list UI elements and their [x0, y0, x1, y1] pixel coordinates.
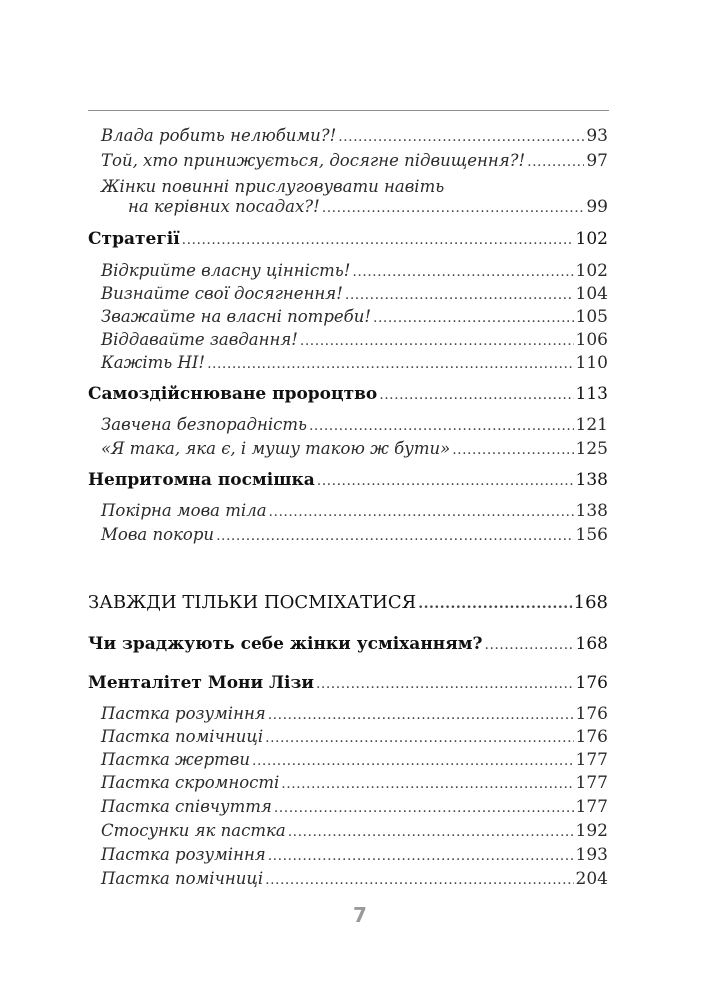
- toc-entry: [0, 869, 720, 895]
- leader-dots: [352, 264, 573, 280]
- toc-part: [0, 592, 720, 618]
- toc-section: [0, 673, 720, 699]
- toc-entry-title: Стосунки як пастка: [101, 821, 286, 840]
- toc-section: [0, 634, 720, 660]
- toc-section-page: 102: [575, 229, 608, 249]
- leader-dots: [300, 333, 574, 349]
- toc-entry: [0, 439, 720, 465]
- toc-entry-page: 99: [586, 197, 608, 217]
- leader-dots: [216, 528, 573, 544]
- leader-dots: [281, 776, 573, 792]
- leader-dots: [265, 872, 573, 888]
- toc-entry: [0, 845, 720, 871]
- toc-entry: [0, 126, 720, 152]
- header-rule: [88, 110, 609, 111]
- toc-entry-title-line2: на керівних посадах?!: [128, 197, 320, 216]
- leader-dots: [269, 504, 574, 520]
- toc-entry-title: «Я така, яка є, і мушу такою ж бути»: [101, 439, 451, 458]
- toc-part-title: ЗАВЖДИ ТІЛЬКИ ПОСМІХАТИСЯ: [88, 592, 417, 613]
- toc-entry-title: Зважайте на власні потреби!: [101, 307, 371, 326]
- toc-entry-page: 176: [575, 727, 608, 747]
- toc-entry-page: 177: [575, 750, 608, 770]
- toc-part-page: 168: [573, 592, 608, 613]
- toc-entry-page: 121: [575, 415, 608, 435]
- toc-section-page: 113: [575, 384, 608, 404]
- toc-entry-page: 125: [575, 439, 608, 459]
- leader-dots: [207, 356, 573, 372]
- toc-entry-title: Пастка співчуття: [101, 797, 272, 816]
- leader-dots: [288, 824, 574, 840]
- toc-entry-title: Пастка жертви: [101, 750, 251, 769]
- leader-dots: [309, 418, 574, 434]
- toc-entry-title: Пастка помічниці: [101, 727, 264, 746]
- leader-dots: [345, 287, 574, 303]
- leader-dots: [418, 596, 571, 612]
- toc-entry: [0, 501, 720, 527]
- toc-entry-title: Пастка розуміння: [101, 845, 266, 864]
- toc-section-title: Стратегії: [88, 229, 180, 249]
- leader-dots: [452, 442, 573, 458]
- toc-entry-page: 105: [575, 307, 608, 327]
- toc-entry-page: 110: [575, 353, 608, 373]
- toc-entry-page: 106: [575, 330, 608, 350]
- toc-entry-title: Відкрийте власну цінність!: [101, 261, 351, 280]
- toc-entry: [0, 525, 720, 551]
- toc-entry: [0, 151, 720, 177]
- leader-dots: [373, 310, 574, 326]
- toc-entry: [0, 415, 720, 441]
- toc-section-page: 168: [575, 634, 608, 654]
- toc-entry-page: 204: [575, 869, 608, 889]
- leader-dots: [322, 200, 585, 216]
- leader-dots: [268, 848, 574, 864]
- toc-section-title: Чи зраджують себе жінки усміханням?: [88, 634, 483, 654]
- toc-entry-title: Покірна мова тіла: [101, 501, 267, 520]
- toc-entry-page: 176: [575, 704, 608, 724]
- toc-entry-page: 177: [575, 797, 608, 817]
- toc-entry-page: 138: [575, 501, 608, 521]
- toc-section: [0, 229, 720, 255]
- toc-entry: [0, 353, 720, 379]
- leader-dots: [274, 800, 574, 816]
- toc-entry-page: 102: [575, 261, 608, 281]
- leader-dots: [485, 637, 574, 653]
- leader-dots: [252, 753, 574, 769]
- toc-entry-title: Мова покори: [101, 525, 215, 544]
- toc-entry-title-line1: Жінки повинні прислуговувати навіть: [101, 177, 445, 196]
- toc-entry-title: Пастка розуміння: [101, 704, 266, 723]
- toc-section-title: Непритомна посмішка: [88, 470, 315, 490]
- toc-entry: [0, 821, 720, 847]
- leader-dots: [182, 232, 574, 248]
- toc-entry-title: Віддавайте завдання!: [101, 330, 298, 349]
- leader-dots: [379, 387, 573, 403]
- toc-section-title: Менталітет Мони Лізи: [88, 673, 314, 693]
- leader-dots: [268, 707, 574, 723]
- toc-entry-page: 177: [575, 773, 608, 793]
- leader-dots: [265, 730, 573, 746]
- toc-entry-page: 192: [575, 821, 608, 841]
- toc-entry: [0, 197, 720, 223]
- toc-section-page: 138: [575, 470, 608, 490]
- leader-dots: [527, 154, 584, 170]
- toc-entry-title: Пастка скромності: [101, 773, 280, 792]
- page-number: 7: [353, 903, 367, 927]
- leader-dots: [317, 473, 574, 489]
- toc-entry-title: Завчена безпорадність: [101, 415, 307, 434]
- toc-section-page: 176: [575, 673, 608, 693]
- leader-dots: [316, 676, 574, 692]
- toc-entry-page: 156: [575, 525, 608, 545]
- toc-entry-title: Пастка помічниці: [101, 869, 264, 888]
- toc-section: [0, 470, 720, 496]
- toc-section-title: Самоздійснюване пророцтво: [88, 384, 378, 404]
- toc-section: [0, 384, 720, 410]
- toc-entry-page: 97: [586, 151, 608, 171]
- toc-entry-title: Той, хто принижується, досягне підвищення?!: [101, 151, 526, 170]
- toc-entry-page: 193: [575, 845, 608, 865]
- toc-entry-title: Визнайте свої досягнення!: [101, 284, 343, 303]
- toc-entry-title: Кажіть НІ!: [101, 353, 206, 372]
- toc-entry: [0, 797, 720, 823]
- toc-entry-title: Влада робить нелюбими?!: [101, 126, 337, 145]
- toc-entry-page: 104: [575, 284, 608, 304]
- toc-entry-page: 93: [586, 126, 608, 146]
- toc-entry: [0, 773, 720, 799]
- leader-dots: [338, 129, 584, 145]
